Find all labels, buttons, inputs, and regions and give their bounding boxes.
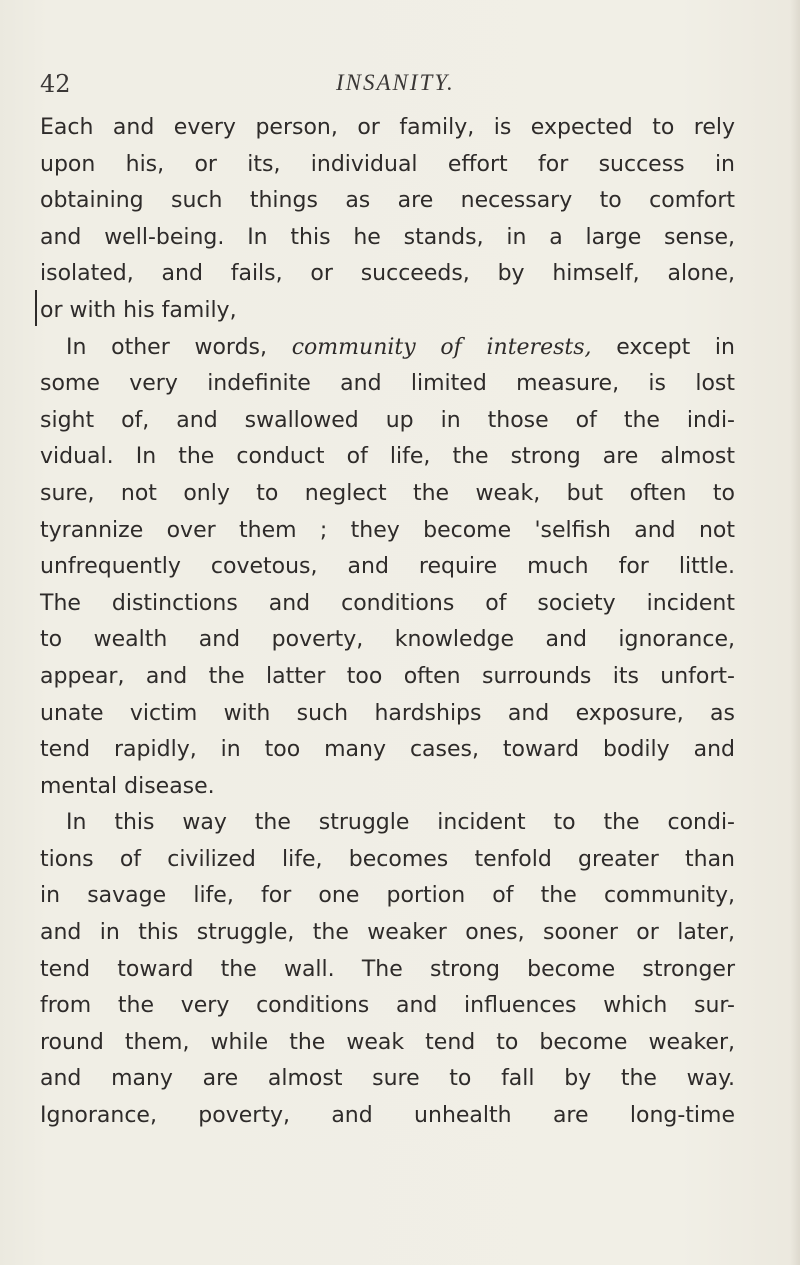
text-line: or with his family, [40,297,237,323]
text-line: Ignorance, poverty, and unhealth are long-time [40,1103,735,1129]
text-line: Each and every person, or family, is expected to rely [40,115,735,140]
text-line: isolated, and fails, or succeeds, by himself, alone, [40,261,735,287]
text-line: and well-being. In this he stands, in a large sense, [40,224,735,250]
text-line: tend rapidly, in too many cases, toward bodily and [40,737,735,763]
text-line: unate victim with such hardships and exposure, as [40,700,735,726]
text-line: obtaining such things as are necessary to comfort [40,188,735,214]
text-line: sight of, and swallowed up in those of the indi- [40,407,735,433]
running-head [40,70,740,102]
margin-mark [35,290,37,326]
text-line: In this way the struggle incident to the condi- [66,810,735,836]
text-line: round them, while the weak tend to become weaker, [40,1029,735,1055]
body-text [40,110,735,1135]
text-line: tions of civilized life, becomes tenfold greater than [40,846,735,872]
text-line: tend toward the wall. The strong become stronger [40,956,735,982]
text-line: tyrannize over them ; they become 'selfish and not [40,517,735,543]
text-line: sure, not only to neglect the weak, but often to [40,480,735,506]
page-number: 42 [40,70,71,98]
text-line-mixed [40,330,735,367]
text-line: and many are almost sure to fall by the way. [40,1066,735,1092]
text-line: from the very conditions and influences which sur- [40,993,735,1019]
text-line: appear, and the latter too often surrounds its unfort- [40,663,735,689]
text-line: upon his, or its, individual effort for success in [40,151,735,177]
text-line: in savage life, for one portion of the community, [40,883,735,909]
running-title: INSANITY. [336,70,455,95]
text-line: some very indefinite and limited measure, is lost [40,371,735,397]
text-segment: In other words, [66,334,268,360]
text-line: and in this struggle, the weaker ones, sooner or later, [40,920,735,946]
page-edge-shadow [790,0,800,1265]
text-line: to wealth and poverty, knowledge and ignorance, [40,627,735,653]
text-line: The distinctions and conditions of society incident [40,590,735,616]
text-line: mental disease. [40,773,215,799]
text-line: unfrequently covetous, and require much for little. [40,554,735,580]
text-line: vidual. In the conduct of life, the strong are almost [40,444,735,470]
italic-phrase: community of interests, [291,334,592,360]
text-segment: except in [616,334,735,360]
